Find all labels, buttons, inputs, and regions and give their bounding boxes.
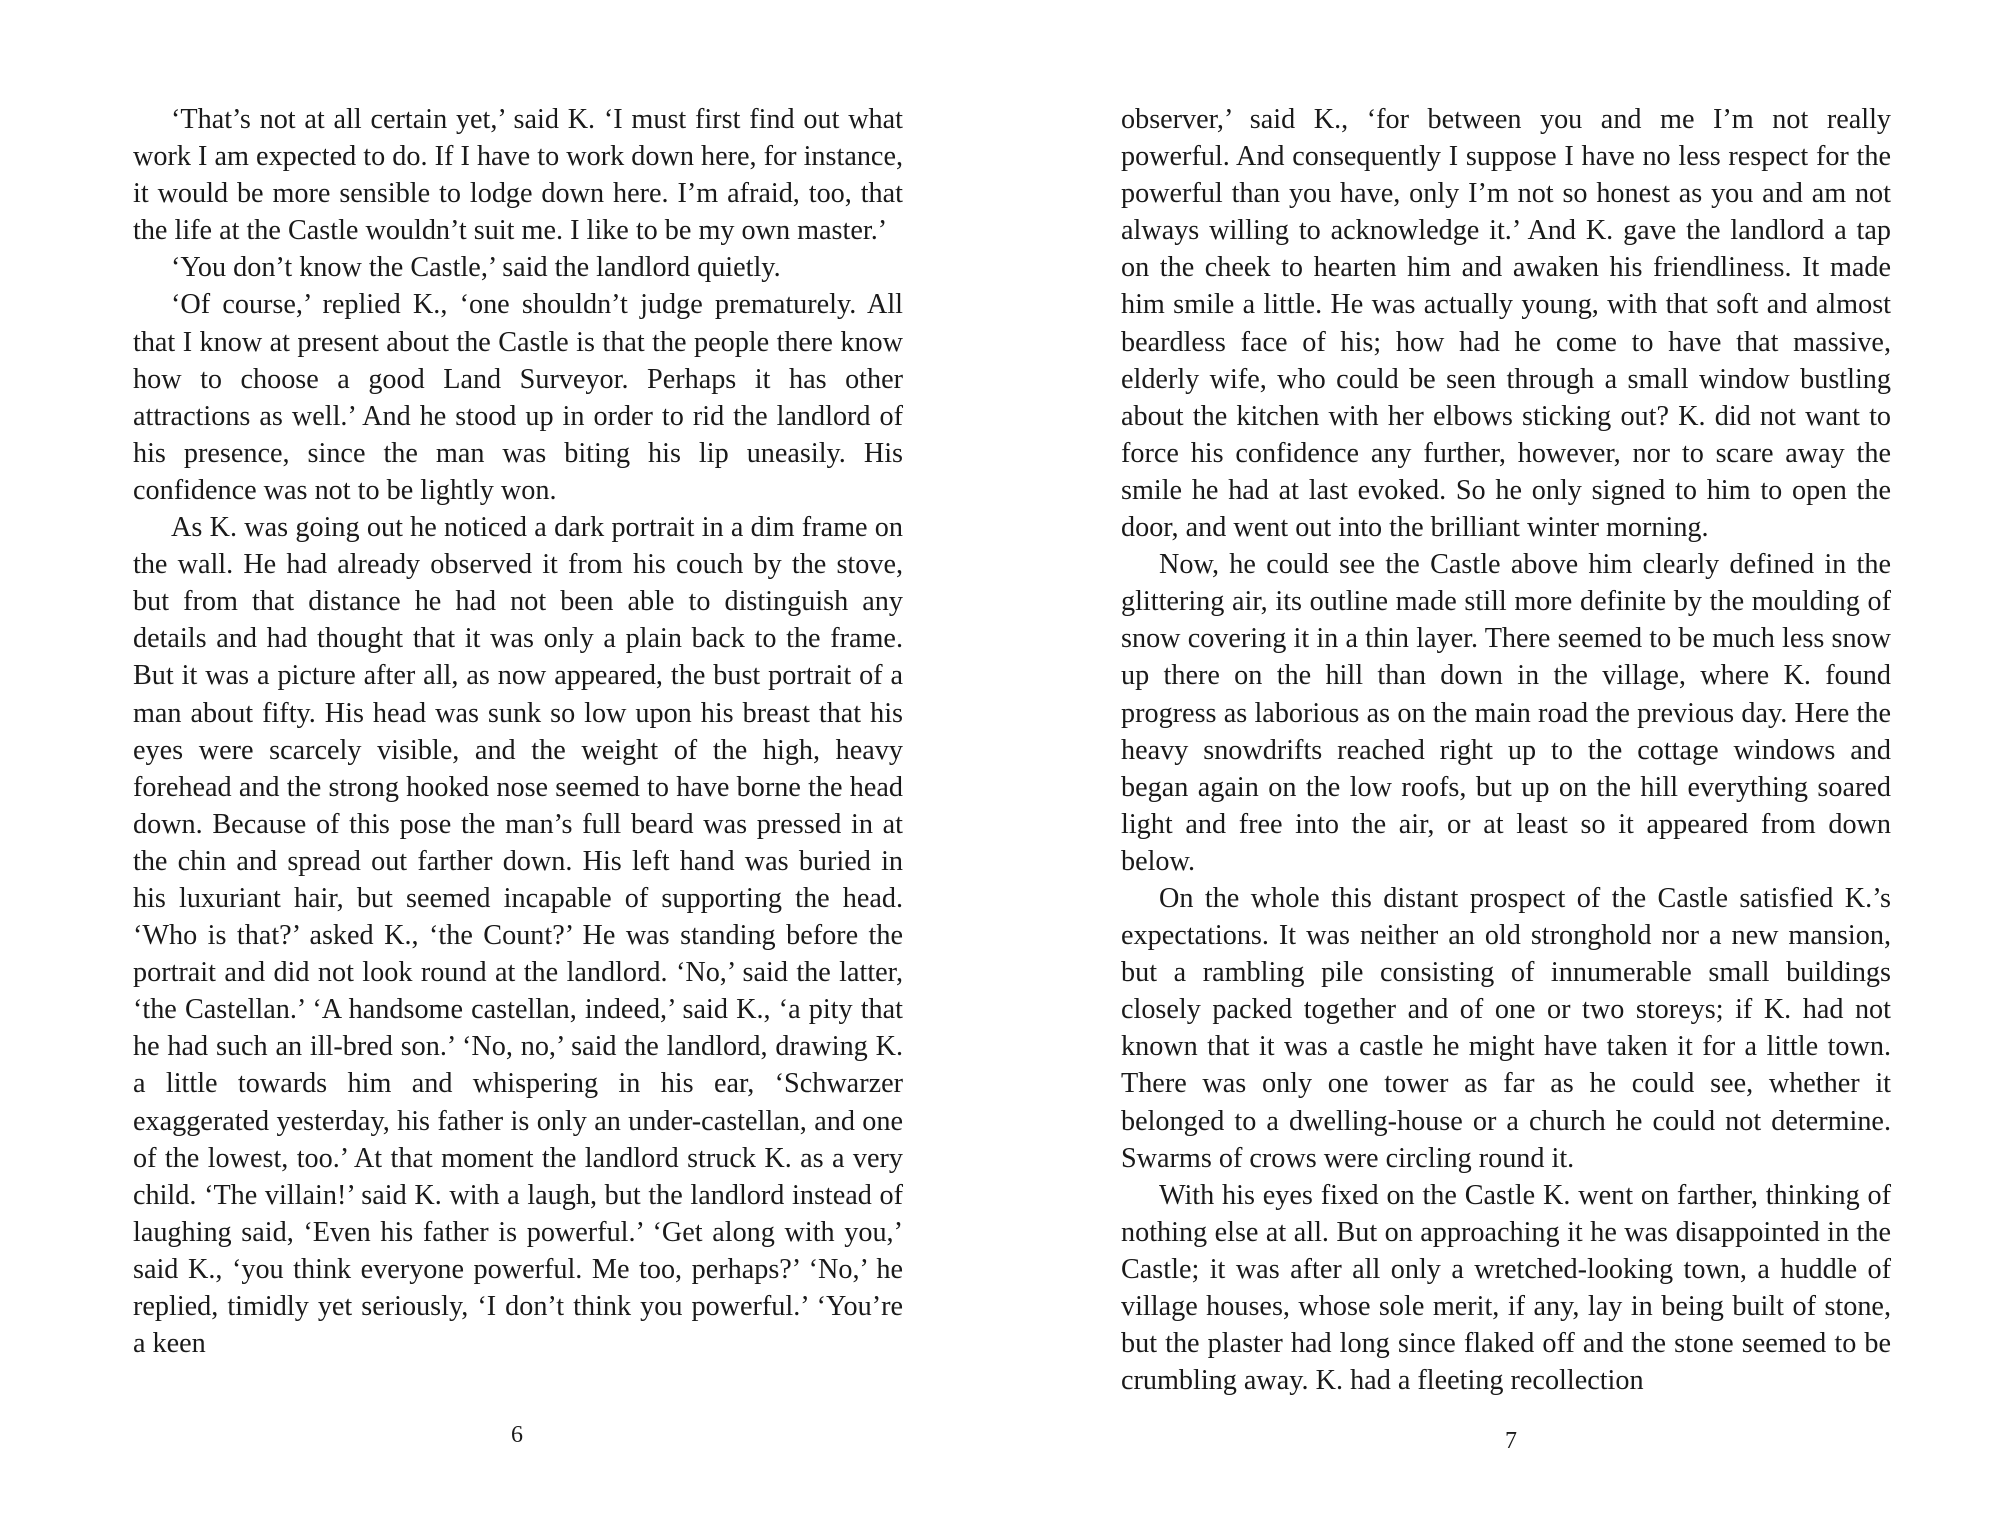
paragraph: ‘That’s not at all certain yet,’ said K. ‘I must first find out what work I am expected to do. If I have to work down here, for instance, it would be more sensible to lodge down here. I’m afraid, too, that the life at the Castle wouldn’t suit me. I like to be my own master.’ (133, 104, 903, 247)
paragraph: observer,’ said K., ‘for between you and me I’m not really powerful. And consequently I suppose I have no less respect for the powerful than you have, only I’m not so honest as you and am not always willing to acknowledge it.’ And K. gave the landlord a tap on the cheek to hearten him and awaken his friendliness. It made him smile a little. He was actually young, with that soft and almost beardless face of his; how had he come to have that massive, elderly wife, who could be seen through a small window bustling about the kitchen with her elbows sticking out? K. did not want to force his confidence any further, however, nor to scare away the smile he had at last evoked. So he only signed to him to open the door, and went out into the brilliant winter morning. (1121, 104, 1891, 544)
paragraph: As K. was going out he noticed a dark portrait in a dim frame on the wall. He had already observed it from his couch by the stove, but from that distance he had not been able to distinguish any details and had thought that it was only a plain back to the frame. But it was a picture after all, as now appeared, the bust portrait of a man about fifty. His head was sunk so low upon his breast that his eyes were scarcely visible, and the weight of the high, heavy forehead and the strong hooked nose seemed to have borne the head down. Because of this pose the man’s full beard was pressed in at the chin and spread out farther down. His left hand was buried in his luxuriant hair, but seemed incapable of supporting the head. ‘Who is that?’ asked K., ‘the Count?’ He was standing before the portrait and did not look round at the landlord. ‘No,’ said the latter, ‘the Castellan.’ ‘A handsome castellan, indeed,’ said K., ‘a pity that he had such an ill-bred son.’ ‘No, no,’ said the landlord, drawing K. a little towards him and whispering in his ear, ‘Schwarzer exaggerated yesterday, his father is only an under-castellan, and one of the lowest, too.’ At that moment the landlord struck K. as a very child. ‘The villain!’ said K. with a laugh, but the landlord instead of laughing said, ‘Even his father is powerful.’ ‘Get along with you,’ said K., ‘you think everyone powerful. Me too, perhaps?’ ‘No,’ he replied, timidly yet seriously, ‘I don’t think you powerful.’ ‘You’re a keen (133, 512, 903, 1360)
paragraph: ‘Of course,’ replied K., ‘one shouldn’t judge prematurely. All that I know at present about the Castle is that the people there know how to choose a good Land Surveyor. Perhaps it has other attractions as well.’ And he stood up in order to rid the landlord of his presence, since the man was biting his lip uneasily. His confidence was not to be lightly won. (133, 289, 903, 506)
paragraph: On the whole this distant prospect of the Castle satisfied K.’s expectations. It was neither an old stronghold nor a new mansion, but a rambling pile consisting of innumerable small buildings closely packed together and of one or two storeys; if K. had not known that it was a castle he might have taken it for a little town. There was only one tower as far as he could see, whether it belonged to a dwelling-house or a church he could not determine. Swarms of crows were circling round it. (1121, 882, 1891, 1174)
left-page-text (133, 101, 903, 1362)
page-number: 7 (1505, 1428, 1517, 1454)
page-number: 6 (511, 1422, 523, 1448)
paragraph: Now, he could see the Castle above him clearly defined in the glittering air, its outline made still more definite by the moulding of snow covering it in a thin layer. There seemed to be much less snow up there on the hill than down in the village, where K. found progress as laborious as on the main road the previous day. Here the heavy snowdrifts reached right up to the cottage windows and began again on the low roofs, but up on the hill everything soared light and free into the air, or at least so it appeared from down below. (1121, 549, 1891, 877)
right-page-text (1121, 101, 1891, 1399)
right-page (1000, 0, 2000, 1528)
paragraph: With his eyes fixed on the Castle K. went on farther, thinking of nothing else at all. But on approaching it he was disappointed in the Castle; it was after all only a wretched-looking town, a huddle of village houses, whose sole merit, if any, lay in being built of stone, but the plaster had long since flaked off and the stone seemed to be crumbling away. K. had a fleeting recollection (1121, 1179, 1891, 1397)
paragraph: ‘You don’t know the Castle,’ said the landlord quietly. (171, 252, 781, 284)
